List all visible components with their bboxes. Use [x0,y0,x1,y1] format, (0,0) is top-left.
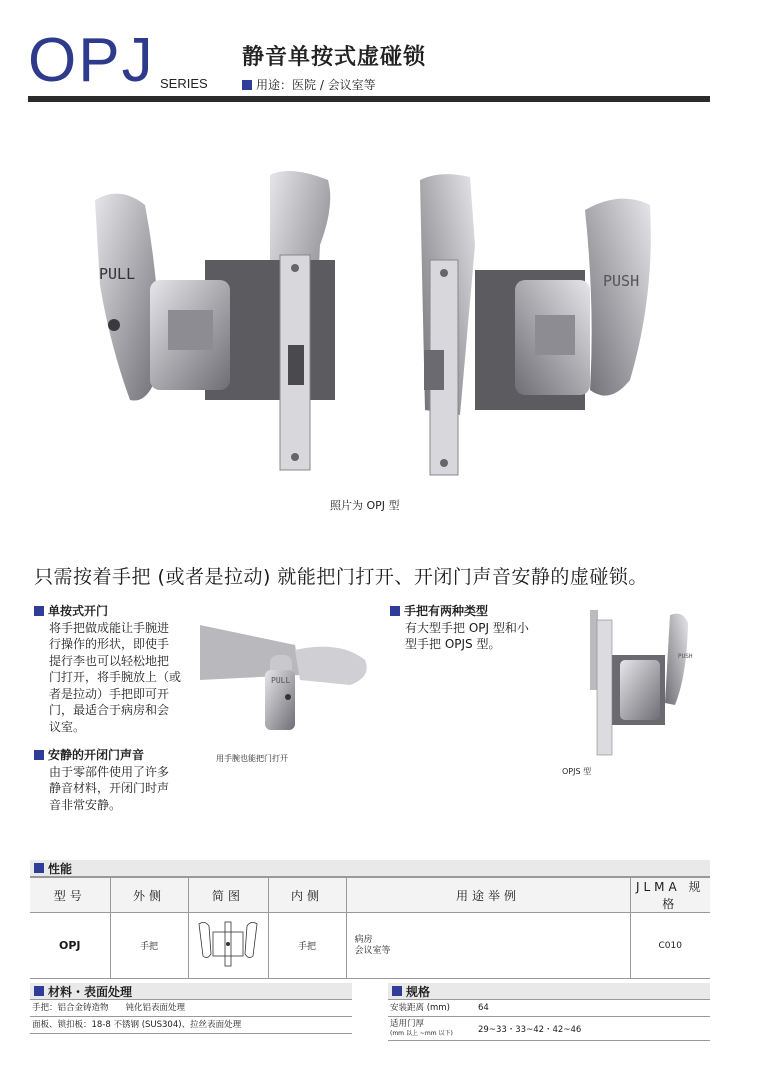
materials-title: 材料・表面处理 [48,984,133,999]
table-header-row [30,878,710,913]
materials-row: 面板、锁扣板：18-8 不锈钢 (SUS304)、拉丝表面处理 [30,1017,352,1034]
materials-row: 手把：铝合金铸造物 钝化铝表面处理 [30,1000,352,1017]
header [28,26,710,102]
col-header-jlma: JLMA 规格 [630,878,710,913]
col-header-usage: 用途举例 [346,878,630,913]
opjs-push-label: PUSH [678,653,693,660]
spec-row-backset [388,1000,710,1017]
usage-text: 用途：医院 / 会议室等 [256,78,376,92]
headline: 只需按着手把 (或者是拉动) 就能把门打开、开闭门声音安静的虚碰锁。 [34,566,648,588]
blue-square-bullet-icon [34,606,44,616]
spec-label: 安装距离 (mm) [390,1003,450,1013]
product-title: 静音单按式虚碰锁 [242,45,427,70]
col-header-inner: 内侧 [268,878,346,913]
cell-jlma: C010 [630,913,710,979]
feature-text: 由于零部件使用了许多 静音材料，开闭门时声 音非常安静。 [49,764,170,812]
product-photo [90,165,690,485]
spec-label: 适用门厚 [390,1018,425,1029]
pull-label: PULL [99,265,136,283]
opjs-caption: OPJS 型 [562,767,592,776]
series-label: SERIES [160,76,208,91]
photo-caption: 照片为 OPJ 型 [330,499,400,512]
materials-section-header [30,983,352,1000]
spec-value: 64 [478,1003,489,1013]
blue-square-bullet-icon [34,986,44,996]
specs-section-header [388,983,710,1000]
usage-line [242,76,376,93]
blue-square-bullet-icon [392,986,402,996]
performance-table [30,877,710,979]
feature-title: 安静的开闭门声音 [48,748,145,762]
blue-square-bullet-icon [34,863,44,873]
cell-inner: 手把 [268,913,346,979]
hand-pull-label: PULL [271,676,291,685]
lock-left-illustration [95,171,335,470]
feature-handle-types [390,603,560,653]
blue-square-bullet-icon [242,80,252,90]
hand-caption: 用手腕也能把门打开 [216,754,288,763]
blue-square-bullet-icon [34,750,44,760]
header-divider [28,96,710,102]
spec-row-door-thickness [388,1017,710,1041]
opjs-photo [565,605,693,760]
feature-title: 单按式开门 [48,604,109,618]
blue-square-bullet-icon [390,606,400,616]
spec-sublabel: (mm 以上 ~mm 以下) [390,1029,453,1037]
lock-right-illustration [420,174,651,475]
performance-title: 性能 [48,861,73,876]
model-title: OPJ [28,26,155,95]
cell-model: OPJ [30,913,110,979]
push-label: PUSH [603,272,640,290]
feature-title: 手把有两种类型 [404,604,489,618]
table-row [30,913,710,979]
specs-title: 规格 [406,984,431,999]
col-header-diagram: 简图 [188,878,268,913]
feature-text: 将手把做成能让手腕进 行操作的形状，即使手 提行李也可以轻松地把 门打开，将手腕放上（或 者是拉动）手把即可开 门，最适合于病房和会 议室。 [49,620,182,734]
cell-diagram [188,913,268,979]
feature-one-touch [34,603,194,735]
cell-usage: 病房 会议室等 [346,913,630,979]
col-header-outer: 外侧 [110,878,188,913]
performance-section-header [30,860,710,877]
feature-quiet [34,747,204,813]
cell-outer: 手把 [110,913,188,979]
col-header-model: 型号 [30,878,110,913]
feature-text: 有大型手把 OPJ 型和小 型手把 OPJS 型。 [405,620,529,651]
spec-value: 29~33・33~42・42~46 [478,1024,582,1035]
lock-diagram-icon [193,918,263,970]
